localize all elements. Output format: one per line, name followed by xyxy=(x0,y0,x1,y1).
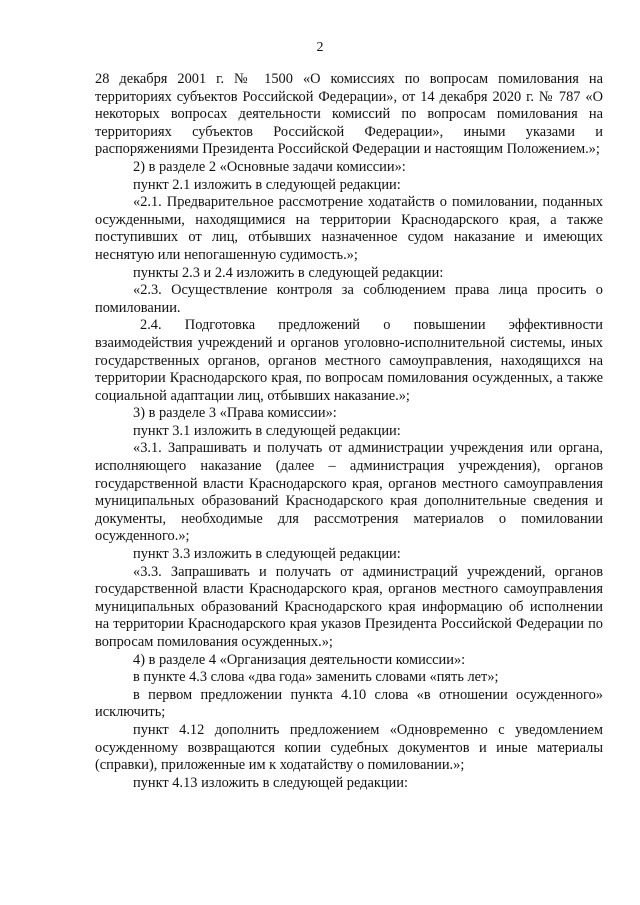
page-number: 2 xyxy=(316,40,324,55)
paragraph-point-2-1-text: «2.1. Предварительное рассмотрение ходатайств о помиловании, поданных осужденными, находящимися на территории Краснодарского края, а также поступивших от лиц, отбывших назначенное судом наказание и имеющих неснятую или непогашенную судимость.»; xyxy=(95,194,603,263)
paragraph-point-3-1-intro: пункт 3.1 изложить в следующей редакции: xyxy=(133,422,401,439)
paragraph-section-3-heading: 3) в разделе 3 «Права комиссии»: xyxy=(133,405,337,422)
paragraph-point-3-1-text: «3.1. Запрашивать и получать от администрации учреждения или органа, исполняющего наказание (далее – администрация учреждения), органов государственной власти Краснодарского края, органов местного самоуправления муниципальных образований Краснодарского края дополнительные сведения и документы, необходимые для рассмотрения материалов о помиловании осужденного.»; xyxy=(95,440,603,545)
paragraph-points-2-3-2-4-intro: пункты 2.3 и 2.4 изложить в следующей редакции: xyxy=(133,264,444,281)
paragraph-section-4-heading: 4) в разделе 4 «Организация деятельности комиссии»: xyxy=(133,651,466,668)
paragraph-point-4-3-change: в пункте 4.3 слова «два года» заменить словами «пять лет»; xyxy=(133,669,499,686)
paragraph-section-2-heading: 2) в разделе 2 «Основные задачи комиссии»: xyxy=(133,158,406,175)
paragraph-point-4-12-change: пункт 4.12 дополнить предложением «Одновременно с уведомлением осужденному возвращаются копии судебных документов и иные материалы (справки), приложенные им к ходатайству о помиловании.»; xyxy=(95,721,603,774)
paragraph-point-2-1-intro: пункт 2.1 изложить в следующей редакции: xyxy=(133,176,401,193)
paragraph-point-4-13-intro: пункт 4.13 изложить в следующей редакции: xyxy=(133,774,408,791)
paragraph-point-3-3-text: «3.3. Запрашивать и получать от администраций учреждений, органов государственной власти Краснодарского края, органов местного самоуправления муниципальных образований Краснодарского края информацию об исполнении на территории Краснодарского края указов Президента Российской Федерации по вопросам помилования осужденных.»; xyxy=(95,563,603,650)
paragraph-point-4-10-change: в первом предложении пункта 4.10 слова «в отношении осужденного» исключить; xyxy=(95,686,603,721)
paragraph-decree-references: 28 декабря 2001 г. № 1500 «О комиссиях по вопросам помилования на территориях субъектов Российской Федерации», от 14 декабря 2020 г. № 787 «О некоторых вопросах деятельности комиссий по вопросам помилования на территориях субъектов Российской Федерации», иными указами и распоряжениями Президента Российской Федерации и настоящим Положением.»; xyxy=(95,71,603,158)
paragraph-point-3-3-intro: пункт 3.3 изложить в следующей редакции: xyxy=(133,546,401,563)
paragraph-point-2-3-text: «2.3. Осуществление контроля за соблюдением права лица просить о помиловании. xyxy=(95,282,603,316)
document-body xyxy=(95,71,603,792)
paragraph-point-2-4-text: 2.4. Подготовка предложений о повышении эффективности взаимодействия учреждений и органов уголовно-исполнительной системы, иных государственных органов, органов местного самоуправления, находящихся на территории Краснодарского края, по вопросам помилования осужденных, а также социальной адаптации лиц, отбывших наказание.»; xyxy=(95,317,603,404)
